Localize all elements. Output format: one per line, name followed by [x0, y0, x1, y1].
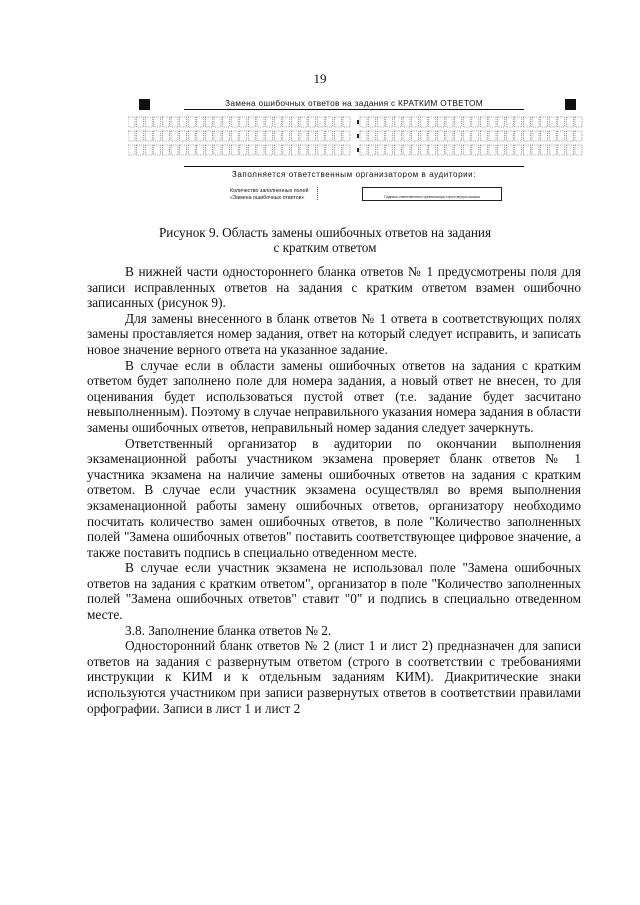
responsible-organizer-line: Заполняется ответственным организатором в аудитории: — [184, 170, 524, 179]
form-header: Замена ошибочных ответов на задания с КРАТКИМ ОТВЕТОМ — [184, 98, 524, 108]
signature-caption: Подпись ответственного организатора строго внутри окошка — [384, 195, 480, 199]
alignment-marker-left — [139, 99, 150, 110]
count-label-line: Количество заполненных полей — [230, 188, 309, 194]
filled-fields-count-box — [317, 187, 323, 200]
paragraph: В случае если участник экзамена не использовал поле "Замена ошибочных ответов на задания с кратким ответом", организатор в поле "Количество заполненных полей "Замена ошибочных ответов" ставит "0" и подпись в специально отведенном месте. — [87, 560, 581, 623]
figure-caption-line: Рисунок 9. Область замены ошибочных ответов на задания — [158, 225, 492, 240]
count-label-line: «Замена ошибочных ответов» — [230, 195, 305, 201]
answer-replacement-form-figure — [118, 96, 588, 216]
paragraph: Для замены внесенного в бланк ответов № 1 ответа в соответствующих полях замены проставляется номер задания, ответ на который следует исправить, и записать новое значение верного ответа на указанное задание. — [87, 310, 581, 357]
filled-fields-count-label — [230, 188, 308, 202]
page-number: 19 — [313, 71, 327, 86]
replacement-cells-area — [128, 116, 588, 160]
paragraph: В нижней части одностороннего бланка ответов № 1 предусмотрены поля для записи исправленных ответов на задания с кратким ответом взамен ошибочно записанных (рисунок 9). — [87, 264, 581, 311]
replacement-cells-row — [128, 116, 588, 128]
replacement-cells-row — [128, 144, 588, 156]
replacement-cells-row — [128, 130, 588, 142]
paragraph: Ответственный организатор в аудитории по окончании выполнения экзаменационной работы участником экзамена проверяет бланк ответов № 1 участника экзамена на наличие замены ошибочных ответов на задания с кратким ответом. В случае если участник экзамена осуществлял во время выполнения экзаменационной работы замену ошибочных ответов, организатору необходимо посчитать количество замен ошибочных ответов, в поле "Количество заполненных полей "Замена ошибочных ответов" поставить соответствующее цифровое значение, а также поставить подпись в специально отведенном месте. — [87, 435, 581, 560]
figure-caption-line: с кратким ответом — [273, 240, 377, 255]
body-text — [87, 264, 581, 716]
organizer-signature-box — [362, 187, 502, 201]
alignment-marker-right — [565, 99, 576, 110]
paragraph: Односторонний бланк ответов № 2 (лист 1 и лист 2) предназначен для записи ответов на задания с развернутым ответом (строго в соответствии с требованиями инструкции к КИМ и к отдельным заданиям КИМ). Диакритические знаки используются участником при записи развернутых ответов в соответствии правилами орфографии. Записи в лист 1 и лист 2 — [87, 638, 581, 716]
paragraph: 3.8. Заполнение бланка ответов № 2. — [125, 622, 332, 638]
figure-caption — [100, 225, 550, 255]
paragraph: В случае если в области замены ошибочных ответов на задания с кратким ответом будет заполнено поле для номера задания, а новый ответ не внесен, то для оценивания будет использоваться пустой ответ (т.е. задание будет засчитано невыполненным). Поэтому в случае неправильного указания номера задания в области замены ошибочных ответов, неправильный номер задания следует зачеркнуть. — [87, 357, 581, 435]
